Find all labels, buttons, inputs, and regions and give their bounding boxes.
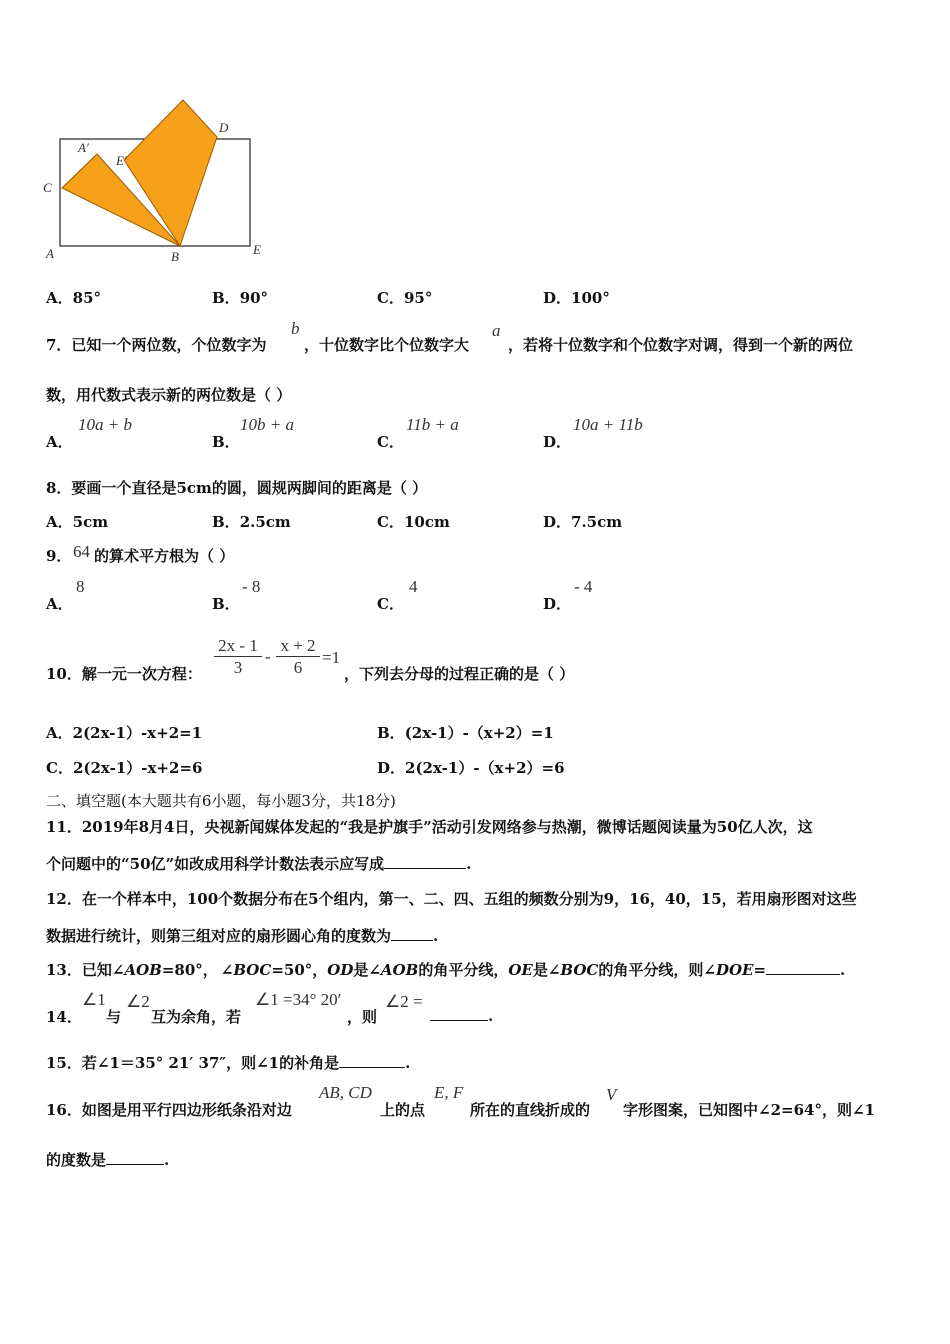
q16-ab-cd: AB, CD bbox=[319, 1083, 372, 1102]
q8-option-c: C．10cm bbox=[377, 513, 450, 531]
q9-option-a-expr: 8 bbox=[76, 577, 85, 596]
q12-answer-blank[interactable] bbox=[391, 926, 433, 941]
q10-option-a: A．2(2x-1）-x+2=1 bbox=[46, 724, 203, 742]
q6-option-a: A．85° bbox=[46, 289, 102, 307]
q16-part2: 上的点 bbox=[380, 1101, 426, 1119]
q7-option-a-expr: 10a + b bbox=[78, 415, 132, 434]
q12-line2: 数据进行统计，则第三组对应的扇形圆心角的度数为 . bbox=[46, 927, 439, 945]
q11-answer-blank[interactable] bbox=[384, 854, 466, 869]
q14-and: 与 bbox=[106, 1008, 122, 1026]
q9-value: 64 bbox=[73, 542, 90, 561]
q7-stem-part2: ，十位数字比个位数字大 bbox=[304, 336, 470, 354]
q8-stem: 8．要画一个直径是5cm的圆，圆规两脚间的距离是（ ） bbox=[46, 479, 428, 497]
q8-option-d: D．7.5cm bbox=[543, 513, 623, 531]
q14-angle-1: ∠1 bbox=[82, 990, 106, 1009]
q6-option-d: D．100° bbox=[543, 289, 610, 307]
q14-text-2: ，则 bbox=[347, 1008, 378, 1026]
q9-option-a-letter: A． bbox=[46, 595, 73, 613]
q7-var-a: a bbox=[492, 321, 501, 340]
q16-v: V bbox=[606, 1085, 617, 1104]
q8-option-b: B．2.5cm bbox=[212, 513, 291, 531]
label-e: E bbox=[253, 242, 261, 257]
q12-line1: 12．在一个样本中，100个数据分布在5个组内，第一、二、四、五组的频数分别为9，16，40，15，若用扇形图对这些 bbox=[46, 890, 857, 908]
q7-option-c-expr: 11b + a bbox=[406, 415, 459, 434]
label-a-prime: A′ bbox=[78, 140, 89, 155]
q10-option-b: B．(2x-1）-（x+2）=1 bbox=[377, 724, 554, 742]
label-b: B bbox=[171, 249, 179, 264]
q8-option-a: A．5cm bbox=[46, 513, 109, 531]
q7-stem-part3: ，若将十位数字和个位数字对调，得到一个新的两位 bbox=[508, 336, 854, 354]
q7-option-d-expr: 10a + 11b bbox=[573, 415, 643, 434]
q9-number: 9． bbox=[46, 547, 72, 565]
q13-line: 13．已知∠AOB=80°， ∠BOC=50°，OD是∠AOB的角平分线，OE是∠BOC的角平分线，则∠DOE= . bbox=[46, 961, 846, 979]
q16-line2: 的度数是 . bbox=[46, 1151, 170, 1169]
q14-number: 14． bbox=[46, 1008, 82, 1026]
q10-minus: - bbox=[265, 647, 271, 666]
q15-answer-blank[interactable] bbox=[339, 1053, 405, 1068]
q9-option-c-letter: C． bbox=[377, 595, 404, 613]
q10-option-c: C．2(2x-1）-x+2=6 bbox=[46, 759, 203, 777]
q9-option-c-expr: 4 bbox=[409, 577, 418, 596]
q10-option-d: D．2(2x-1）-（x+2）=6 bbox=[377, 759, 565, 777]
q10-fraction-1-denominator: 3 bbox=[233, 658, 243, 677]
q10-rhs: =1 bbox=[322, 648, 341, 667]
label-e-prime: E′ bbox=[116, 153, 127, 168]
q7-stem-part1: 7．已知一个两位数，个位数字为 bbox=[46, 336, 267, 354]
q10-fraction-2-numerator: x + 2 bbox=[276, 636, 320, 657]
q11-line1: 11．2019年8月4日，央视新闻媒体发起的“我是护旗手”活动引发网络参与热潮，微博话题阅读量为50亿人次，这 bbox=[46, 818, 813, 836]
q9-option-b-letter: B． bbox=[212, 595, 240, 613]
q16-part1: 16．如图是用平行四边形纸条沿对边 bbox=[46, 1101, 292, 1119]
q6-option-b: B．90° bbox=[212, 289, 269, 307]
q14-given: ∠1 =34° 20′ bbox=[255, 990, 342, 1009]
q15-line: 15．若∠1＝35° 21′ 37″，则∠1的补角是 . bbox=[46, 1054, 411, 1072]
label-a: A bbox=[46, 246, 54, 261]
label-c: C bbox=[43, 180, 52, 195]
geometry-figure bbox=[40, 92, 280, 270]
q9-option-d-letter: D． bbox=[543, 595, 572, 613]
q7-option-b-expr: 10b + a bbox=[240, 415, 294, 434]
q14-ask: ∠2 = bbox=[385, 992, 423, 1011]
q14-text-1: 互为余角，若 bbox=[151, 1008, 242, 1026]
q9-stem: 的算术平方根为（ ） bbox=[94, 547, 235, 565]
q9-option-b-expr: - 8 bbox=[242, 577, 261, 596]
q7-var-b: b bbox=[291, 319, 300, 338]
q11-line2: 个问题中的“50亿”如改成用科学计数法表示应写成 . bbox=[46, 855, 472, 873]
q10-fraction-1 bbox=[214, 636, 262, 679]
label-d: D bbox=[219, 120, 229, 135]
q16-part3: 所在的直线折成的 bbox=[470, 1101, 591, 1119]
q10-fraction-2-denominator: 6 bbox=[293, 658, 303, 677]
q7-option-b-letter: B． bbox=[212, 433, 240, 451]
q10-stem: 10．解一元一次方程： bbox=[46, 665, 202, 683]
q7-option-a-letter: A． bbox=[46, 433, 73, 451]
q9-option-d-expr: - 4 bbox=[574, 577, 593, 596]
section-2-heading: 二、填空题(本大题共有6小题，每小题3分，共18分) bbox=[46, 792, 396, 810]
q10-fraction-1-numerator: 2x - 1 bbox=[214, 636, 262, 657]
q7-stem-line2: 数，用代数式表示新的两位数是（ ） bbox=[46, 386, 292, 404]
q16-answer-blank[interactable] bbox=[106, 1150, 164, 1165]
q7-option-c-letter: C． bbox=[377, 433, 404, 451]
q7-option-d-letter: D． bbox=[543, 433, 572, 451]
q14-blank-line: . bbox=[430, 1006, 493, 1025]
q13-answer-blank[interactable] bbox=[766, 960, 840, 975]
q10-fraction-2 bbox=[276, 636, 320, 679]
q10-stem-tail: ，下列去分母的过程正确的是（ ） bbox=[344, 665, 575, 683]
q16-e-f: E, F bbox=[434, 1083, 464, 1102]
q6-option-c: C．95° bbox=[377, 289, 433, 307]
q14-angle-2: ∠2 bbox=[126, 992, 150, 1011]
q14-answer-blank[interactable] bbox=[430, 1006, 488, 1021]
q16-part4: 字形图案，已知图中∠2=64°，则∠1 bbox=[623, 1101, 875, 1119]
folded-rectangle-diagram bbox=[40, 92, 280, 270]
